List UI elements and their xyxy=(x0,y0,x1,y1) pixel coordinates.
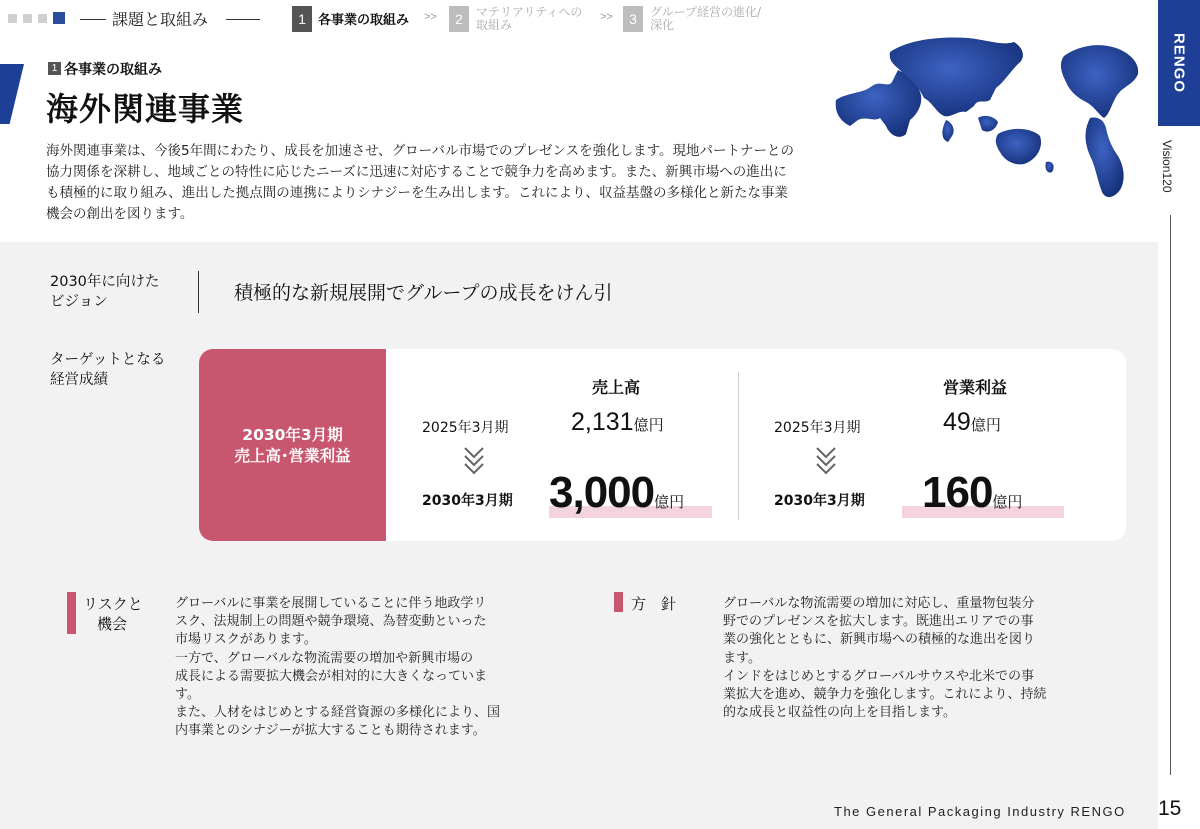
step-1-label[interactable]: 各事業の取組み xyxy=(318,13,410,28)
profit-current-value: 49 xyxy=(943,408,971,436)
page-number: 15 xyxy=(1158,797,1182,820)
policy-marker xyxy=(614,592,623,612)
step-2-label[interactable]: マテリアリティへの 取組み xyxy=(476,5,583,32)
vision-statement: 積極的な新規展開でグループの成長をけん引 xyxy=(234,282,613,304)
nav-section-title: 課題と取組み xyxy=(112,10,209,29)
step-3-label[interactable]: グループ経営の進化/ 深化 xyxy=(650,5,762,32)
sales-current-value: 2,131 xyxy=(571,408,634,436)
profit-current-period: 2025年3月期 xyxy=(774,420,861,436)
profit-target-period: 2030年3月期 xyxy=(774,493,865,509)
footer-company: The General Packaging Industry RENGO xyxy=(834,804,1126,819)
rengo-logo: RENGO xyxy=(1170,32,1188,93)
chevron-down-icon xyxy=(815,446,837,476)
nav-squares xyxy=(8,12,65,24)
vision-heading: 2030年に向けた ビジョン xyxy=(50,274,160,310)
nav-rule-right xyxy=(226,19,260,20)
step-1-number[interactable]: 1 xyxy=(292,6,312,32)
profit-current xyxy=(943,408,1001,437)
sales-unit: 億円 xyxy=(654,493,685,511)
chevron-down-icon xyxy=(463,446,485,476)
card-divider xyxy=(738,372,739,520)
profit-unit: 億円 xyxy=(970,416,1001,434)
section-accent xyxy=(0,64,24,124)
sales-unit: 億円 xyxy=(633,416,664,434)
side-rule xyxy=(1170,215,1171,775)
subheading-label: 各事業の取組み xyxy=(64,62,162,78)
profit-unit: 億円 xyxy=(992,493,1023,511)
policy-body: グローバルな物流需要の増加に対応し、重量物包装分 野でのプレゼンスを拡大します。既進出エリアでの事 業の強化とともに、新興市場への積極的な進出を図り ます。 インドをはじめとするグローバルサウスや北米での事 業拡大を進め、競争力を強化します。これにより、持続 的な成長と収益性の向上を目指します。 xyxy=(723,596,1047,721)
sales-current xyxy=(571,408,664,437)
sales-target-period: 2030年3月期 xyxy=(422,493,513,509)
sales-target xyxy=(549,468,684,518)
risk-title: リスクと 機会 xyxy=(83,595,143,633)
profit-target xyxy=(922,468,1022,518)
nav-rule-left xyxy=(80,19,106,20)
step-separator: >> xyxy=(424,11,437,23)
policy-title: 方 針 xyxy=(631,595,677,613)
subheading-number: 1 xyxy=(48,62,61,75)
sales-target-value: 3,000 xyxy=(549,468,655,517)
vision-divider xyxy=(198,271,199,313)
target-card-label: 2030年3月期 売上高･営業利益 xyxy=(234,426,351,465)
sales-current-period: 2025年3月期 xyxy=(422,420,509,436)
risk-marker xyxy=(67,592,76,634)
page-title: 海外関連事業 xyxy=(46,90,245,128)
sales-heading: 売上高 xyxy=(592,378,641,397)
step-3-number[interactable]: 3 xyxy=(623,6,643,32)
risk-body: グローバルに事業を展開していることに伴う地政学リ スク、法規制上の問題や競争環境、為替変動といった 市場リスクがあります。 一方で、グローバルな物流需要の増加や新興市場の 成長による需要拡大機会が相対的に大きくなっていま す。 また、人材をはじめとする経営資源の多様化により、国 内事業とのシナジーが拡大することも期待されます。 xyxy=(175,596,501,739)
intro-paragraph: 海外関連事業は、今後5年間にわたり、成長を加速させ、グローバル市場でのプレゼンスを強化します。現地パートナーとの協力関係を深耕し、地域ごとの特性に応じたニーズに迅速に対応することで競争力を高めます。また、新興市場への進出にも積極的に取り組み、進出した拠点間の連携によりシナジーを生み出します。これにより、収益基盤の多様化と新たな事業機会の創出を図ります。 xyxy=(46,143,794,222)
vision-label: Vision120 xyxy=(1160,140,1174,193)
target-heading: ターゲットとなる 経営成績 xyxy=(50,352,166,388)
profit-heading: 営業利益 xyxy=(943,378,1008,397)
step-separator: >> xyxy=(600,11,613,23)
world-map-illustration xyxy=(828,22,1158,212)
profit-target-value: 160 xyxy=(922,468,993,517)
step-2-number[interactable]: 2 xyxy=(449,6,469,32)
